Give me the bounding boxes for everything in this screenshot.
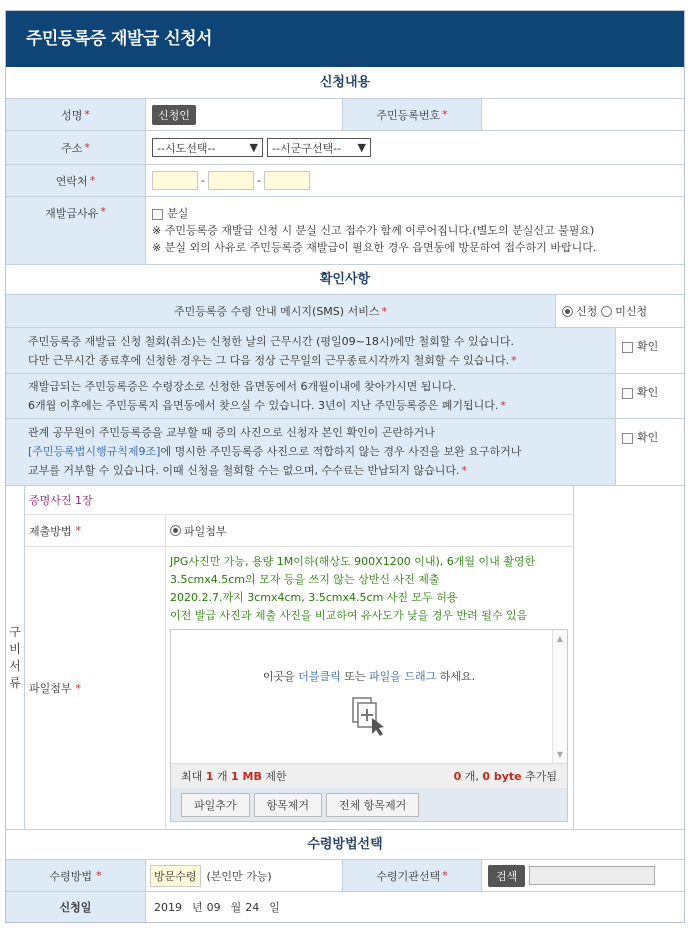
file-status-bar	[171, 763, 567, 788]
name-label: 성명 *	[6, 99, 146, 130]
scrollbar[interactable]	[552, 630, 567, 763]
sms-yes-radio[interactable]	[562, 306, 573, 317]
photo-title: 증명사진 1장	[25, 486, 573, 515]
add-file-button[interactable]: 파일추가	[181, 793, 250, 817]
scroll-down-icon: ▼	[556, 750, 564, 759]
file-limit: 최대 1 개 1 MB 제한	[181, 770, 287, 783]
reason-label: 재발급사유 *	[6, 197, 146, 264]
file-uploader	[170, 629, 568, 822]
law-link[interactable]: [주민등록법시행규칙제9조]	[28, 445, 161, 458]
name-row	[6, 99, 684, 131]
sigungu-select[interactable]: --시군구선택-- ▼	[267, 138, 371, 157]
scroll-up-icon: ▲	[556, 634, 564, 643]
submit-method-row: 제출방법 * 파일첨부	[25, 515, 573, 547]
file-add-icon	[350, 696, 388, 736]
file-button-bar	[171, 788, 567, 821]
receive-org-label: 수령기관선택 *	[342, 860, 482, 891]
phone-input-3[interactable]	[264, 171, 310, 190]
confirm-item-2: 재발급되는 주민등록증은 수령장소로 신청한 읍면동에서 6개월이내에 찾아가시면 됩니다. 6개월 이후에는 주민등록지 읍면동에서 찾으실 수 있습니다. 3년이 지난 주민등록증은 폐기됩니다. * 확인	[6, 374, 684, 419]
sms-row: 주민등록증 수령 안내 메시지(SMS) 서비스 * 신청 미신청	[6, 295, 684, 328]
apply-date-label: 신청일	[6, 892, 146, 922]
drop-zone[interactable]	[171, 630, 567, 763]
confirm-item-1: 주민등록증 재발급 신청 철회(취소)는 신청한 날의 근무시간 (평일09~18시)에만 철회할 수 있습니다. 다만 근무시간 종료후에 신청한 경우는 그 다음 정상 근무일의 근무종료시각까지 철회할 수 있습니다. * 확인	[6, 328, 684, 374]
receive-org-field	[529, 866, 655, 885]
confirm-checkbox-3[interactable]	[622, 433, 633, 444]
phone-input-1[interactable]	[152, 171, 198, 190]
resident-no-value	[482, 99, 684, 130]
phone-input-2[interactable]	[208, 171, 254, 190]
receive-row: 수령방법 * 방문수령 (본인만 가능) 수령기관선택 * 검색	[6, 860, 684, 892]
reason-note-1: ※ 주민등록증 재발급 신청 시 분실 신고 접수가 함께 이루어집니다.(별도의 분실신고 불필요)	[152, 224, 595, 237]
drop-instruction: 이곳을 더블클릭 또는 파일을 드래그 하세요.	[262, 670, 476, 683]
documents-section	[6, 486, 684, 830]
remove-all-button[interactable]: 전체 항목제거	[326, 793, 419, 817]
address-row	[6, 131, 684, 165]
documents-side-label: 구 비 서 류	[9, 624, 21, 690]
apply-date-value: 2019 년 09 월 24 일	[154, 900, 280, 914]
photo-guide: JPG사진만 가능, 용량 1M이하(해상도 900X1200 이내), 6개월 이내 촬영한 3.5cmx4.5cm의 모자 등을 쓰지 않는 상반신 사진 제출 2020.2.7.까지 3cmx4cm, 3.5cmx4.5cm 사진 모두 허용 이전 발급 사진과 제출 사진을 비교하여 유사도가 낮을 경우 반려 될수 있음	[170, 555, 536, 622]
page-title: 주민등록증 재발급 신청서	[6, 11, 684, 67]
chevron-down-icon: ▼	[249, 141, 258, 154]
confirm-checkbox-1[interactable]	[622, 342, 633, 353]
resident-no-label: 주민등록번호 *	[342, 99, 482, 130]
contact-label: 연락처 *	[6, 165, 146, 196]
confirm-item-3: 관계 공무원이 주민등록증을 교부할 때 증의 사진으로 신청자 본인 확인이 곤란하거나 [주민등록법시행규칙제9조]에 명시한 주민등록증 사진으로 적합하지 않는 경우 사진을 보완 요구하거나 교부를 거부할 수 있습니다. 이때 신청을 철회할 수는 없으며, 수수료는 반납되지 않습니다. * 확인	[6, 419, 684, 486]
receive-method-field[interactable]: 방문수령	[150, 865, 201, 887]
applicant-button[interactable]: 신청인	[152, 105, 196, 125]
sms-label: 주민등록증 수령 안내 메시지(SMS) 서비스	[174, 305, 380, 318]
apply-date-row	[6, 892, 684, 922]
remove-item-button[interactable]: 항목제거	[254, 793, 323, 817]
section-confirm-title: 확인사항	[6, 265, 684, 295]
application-form	[5, 10, 685, 923]
section-receive-title: 수령방법선택	[6, 830, 684, 860]
sms-no-radio[interactable]	[601, 306, 612, 317]
sido-select[interactable]: --시도선택-- ▼	[152, 138, 263, 157]
section-apply-title: 신청내용	[6, 67, 684, 99]
chevron-down-icon: ▼	[357, 141, 366, 154]
search-button[interactable]: 검색	[488, 865, 525, 887]
file-attach-radio[interactable]	[170, 525, 181, 536]
address-label: 주소 *	[6, 131, 146, 164]
reason-note-2: ※ 분실 외의 사유로 주민등록증 재발급이 필요한 경우 읍면동에 방문하여 접수하기 바랍니다.	[152, 241, 597, 254]
file-added: 0 개, 0 byte 추가됨	[453, 770, 557, 783]
contact-row: 연락처 * - -	[6, 165, 684, 197]
reason-row: 재발급사유 * 분실 ※ 주민등록증 재발급 신청 시 분실 신고 접수가 함께 이루어집니다.(별도의 분실신고 불필요) ※ 분실 외의 사유로 주민등록증 재발급이 필요한 경우 읍면동에 방문하여 접수하기 바랍니다.	[6, 197, 684, 265]
lost-checkbox[interactable]	[152, 209, 163, 220]
file-attach-row: 파일첨부 * JPG사진만 가능, 용량 1M이하(해상도 900X1200 이내), 6개월 이내 촬영한 3.5cmx4.5cm의 모자 등을 쓰지 않는 상반신 사진 제출 2020.2.7.까지 3cmx4cm, 3.5cmx4.5cm 사진 모두 허용 이전 발급 사진과 제출 사진을 비교하여 유사도가 낮을 경우 반려 될수 있음 이곳을 더블클릭 또는 파일을 드래그 하세요. ▲ ▼ 최대 1 개 1 MB 제한 0 개, 0 byte 추가됨 파일추가 항목제거 전체 항목제거	[25, 547, 573, 829]
confirm-checkbox-2[interactable]	[622, 388, 633, 399]
receive-method-label: 수령방법 *	[6, 860, 146, 891]
